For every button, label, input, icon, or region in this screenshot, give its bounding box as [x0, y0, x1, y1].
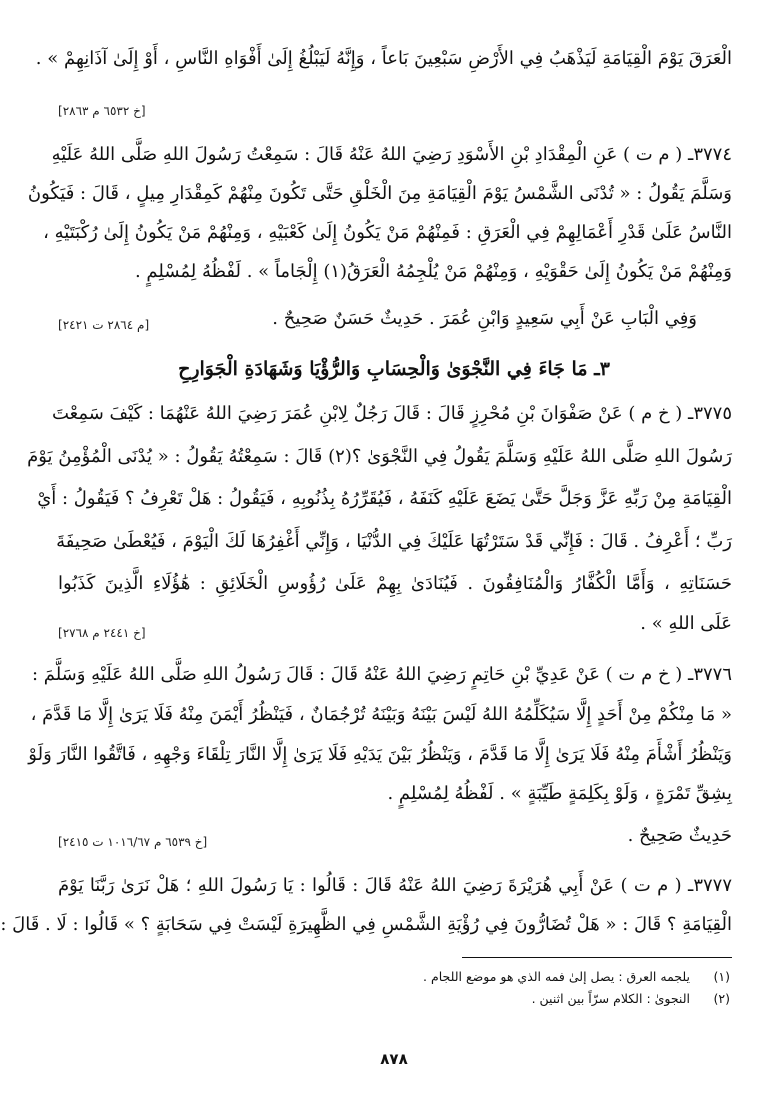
- hadith-3777-line: الْقِيَامَةِ ؟ قَالَ : « هَلْ تُضَارُّونَ فِي رُؤْيَةِ الشَّمْسِ فِي الظَّهِيرَةِ لَيْسَتْ فِي سَحَابَةٍ ؟ » قَالُوا : لَا . قَالَ :: [0, 914, 732, 935]
- hadith-3774-line: ٣٧٧٤ـ ( م ت ) عَنِ الْمِقْدَادِ بْنِ الأَسْوَدِ رَضِيَ اللهُ عَنْهُ قَالَ : سَمِعْتُ رَسُولَ اللهِ صَلَّى اللهُ عَلَيْهِ: [51, 144, 732, 165]
- hadith-3775-line: ٣٧٧٥ـ ( خ م ) عَنْ صَفْوَانَ بْنِ مُحْرِزٍ قَالَ : قَالَ رَجُلٌ لِابْنِ عُمَرَ رَضِيَ اللهُ عَنْهُمَا : كَيْفَ سَمِعْتَ: [51, 403, 732, 424]
- hadith-3775-line: رَسُولَ اللهِ صَلَّى اللهُ عَلَيْهِ وَسَلَّمَ يَقُولُ فِي النَّجْوَىٰ ؟(٢) قَالَ : سَمِعْتُهُ يَقُولُ : « يُدْنَى الْمُؤْمِنُ يَوْمَ: [27, 446, 732, 467]
- footnote: [58, 969, 730, 984]
- hadith-3774-line: وَسَلَّمَ يَقُولُ : « تُدْنَى الشَّمْسُ يَوْمَ الْقِيَامَةِ مِنَ الْخَلْقِ حَتَّى تَكُونَ مِنْهُمْ كَمِقْدَارِ مِيلٍ ، قَالَ : فَيَكُونُ: [27, 183, 732, 204]
- footnote-text: يلجمه العرق : يصل إلىٰ فمه الذي هو موضع اللجام .: [423, 969, 690, 984]
- footnote-number: (١): [713, 969, 730, 984]
- hadith-3775-line: رَبِّ ؛ أَعْرِفُ . قَالَ : فَإِنِّي قَدْ سَتَرْتُهَا عَلَيْكَ فِي الدُّنْيَا ، وَإِنِّي أَغْفِرُهَا لَكَ الْيَوْمَ ، فَيُعْطَىٰ صَحِيفَةَ: [56, 531, 732, 552]
- hadith-3774-note: وَفِي الْبَابِ عَنْ أَبِي سَعِيدٍ وَابْنِ عُمَرَ . حَدِيثٌ حَسَنٌ صَحِيحٌ .: [272, 308, 697, 329]
- hadith-3776-line: بِشِقِّ تَمْرَةٍ ، وَلَوْ بِكَلِمَةٍ طَيِّبَةٍ » . لَفْظُهُ لِمُسْلِمٍ .: [387, 783, 732, 804]
- hadith-reference: [م ٢٨٦٤ ت ٢٤٢١]: [58, 318, 150, 332]
- hadith-3776-grade: حَدِيثٌ صَحِيحٌ .: [627, 825, 732, 846]
- hadith-3774-line: وَمِنْهُمْ مَنْ يَكُونُ إِلَىٰ حَقْوَيْهِ ، وَمِنْهُمْ مَنْ يُلْجِمُهُ الْعَرَقُ(١) إِلْجَاماً » . لَفْظُهُ لِمُسْلِمٍ .: [134, 261, 732, 282]
- text-line: الْعَرَقَ يَوْمَ الْقِيَامَةِ لَيَذْهَبُ فِي الأَرْضِ سَبْعِينَ بَاعاً ، وَإِنَّهُ لَيَبْلُغُ إِلَىٰ أَفْوَاهِ النَّاسِ ، أَوْ إِلَىٰ آذَانِهِمْ » .: [35, 48, 732, 69]
- chapter-heading: ٣ـ مَا جَاءَ فِي النَّجْوَىٰ وَالْحِسَابِ وَالرُّؤْيَا وَشَهَادَةِ الْجَوَارِحِ: [178, 358, 610, 380]
- hadith-3775-line: الْقِيَامَةِ مِنْ رَبِّهِ عَزَّ وَجَلَّ حَتَّىٰ يَضَعَ عَلَيْهِ كَنَفَهُ ، فَيُقَرِّرُهُ بِذُنُوبِهِ ، فَيَقُولُ : هَلْ تَعْرِفُ ؟ فَيَقُولُ : أَيْ: [37, 488, 732, 509]
- hadith-reference: [خ ٢٤٤١ م ٢٧٦٨]: [58, 626, 146, 640]
- hadith-3775-line: حَسَنَاتِهِ ، وَأَمَّا الْكُفَّارُ وَالْمُنَافِقُونَ . فَيُنَادَىٰ بِهِمْ عَلَىٰ رُؤُوسِ الْخَلَائِقِ : هَٰؤُلَاءِ الَّذِينَ كَذَبُوا: [58, 573, 732, 594]
- footnote-separator: [462, 957, 732, 958]
- hadith-3774-line: النَّاسُ عَلَىٰ قَدْرِ أَعْمَالِهِمْ فِي الْعَرَقِ : فَمِنْهُمْ مَنْ يَكُونُ إِلَىٰ كَعْبَيْهِ ، وَمِنْهُمْ مَنْ يَكُونُ إِلَىٰ رُكْبَتَيْهِ ،: [43, 222, 732, 243]
- hadith-3776-line: وَيَنْظُرُ أَشْأَمَ مِنْهُ فَلَا يَرَىٰ إِلَّا مَا قَدَّمَ ، وَيَنْظُرُ بَيْنَ يَدَيْهِ فَلَا يَرَىٰ إِلَّا النَّارَ تِلْقَاءَ وَجْهِهِ ، فَاتَّقُوا النَّارَ وَلَوْ: [28, 744, 732, 765]
- hadith-3777-line: ٣٧٧٧ـ ( م ت ) عَنْ أَبِي هُرَيْرَةَ رَضِيَ اللهُ عَنْهُ قَالَ : قَالُوا : يَا رَسُولَ اللهِ ؛ هَلْ نَرَىٰ رَبَّنَا يَوْمَ: [58, 875, 732, 896]
- footnote-text: النجوىٰ : الكلام سرّاً بين اثنين .: [531, 991, 690, 1006]
- footnote: [58, 991, 730, 1006]
- hadith-reference: [خ ٦٥٣٩ م ١٠١٦/٦٧ ت ٢٤١٥]: [58, 835, 208, 849]
- footnote-number: (٢): [713, 991, 730, 1006]
- hadith-3775-line: عَلَى اللهِ » .: [640, 613, 732, 634]
- page-number: ٨٧٨: [380, 1050, 408, 1068]
- hadith-reference: [خ ٦٥٣٢ م ٢٨٦٣]: [58, 104, 146, 118]
- hadith-3776-line: « مَا مِنْكُمْ مِنْ أَحَدٍ إِلَّا سَيُكَلِّمُهُ اللهُ لَيْسَ بَيْنَهُ وَبَيْنَهُ تُرْجُمَانٌ ، فَيَنْظُرُ أَيْمَنَ مِنْهُ فَلَا يَرَىٰ إِلَّا مَا قَدَّمَ ،: [30, 704, 732, 725]
- hadith-3776-line: ٣٧٧٦ـ ( خ م ت ) عَنْ عَدِيِّ بْنِ حَاتِمٍ رَضِيَ اللهُ عَنْهُ قَالَ : قَالَ رَسُولُ اللهِ صَلَّى اللهُ عَلَيْهِ وَسَلَّمَ :: [31, 664, 732, 685]
